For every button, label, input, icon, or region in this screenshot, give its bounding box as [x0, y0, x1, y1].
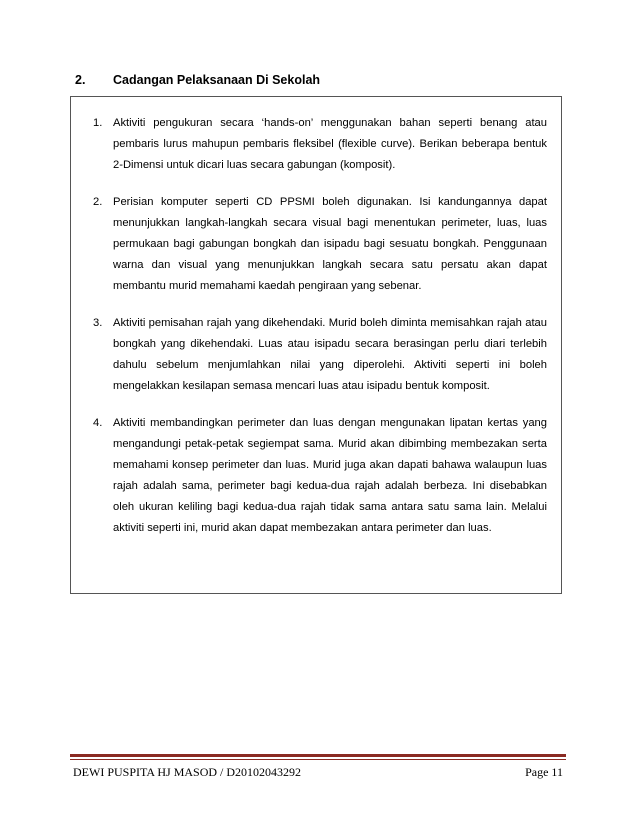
page-footer	[73, 765, 563, 780]
footer-divider-thick	[70, 754, 566, 757]
activity-list	[93, 113, 547, 555]
list-item	[93, 313, 547, 397]
list-item	[93, 113, 547, 176]
list-item	[93, 192, 547, 297]
list-marker: 3.	[93, 317, 103, 329]
list-item-text: Aktiviti membandingkan perimeter dan luas dengan mengunakan lipatan kertas yang mengandungi petak-petak segiempat sama. Murid akan dibimbing membezakan serta memahami konsep perimeter dan luas. Murid juga akan dapati bahawa walaupun luas rajah adalah sama, perimeter bagi kedua-dua rajah adalah berbeza. Ini disebabkan oleh ukuran keliling bagi kedua-dua rajah tidak sama antara satu sama lain. Melalui aktiviti seperti ini, murid akan dapat membezakan antara perimeter dan luas.	[113, 417, 547, 534]
footer-author: DEWI PUSPITA HJ MASOD / D20102043292	[73, 765, 302, 779]
section-number: 2.	[75, 73, 86, 87]
list-item	[93, 413, 547, 539]
list-marker: 1.	[93, 117, 103, 129]
section-heading	[75, 73, 320, 87]
list-item-text: Perisian komputer seperti CD PPSMI boleh digunakan. Isi kandungannya dapat menunjukkan langkah-langkah secara visual bagi menentukan perimeter, luas, luas permukaan bagi gabungan bongkah dan isipadu bagi sesuatu bongkah. Penggunaan warna dan visual yang menunjukkan langkah secara satu persatu akan dapat membantu murid memahami kaedah pengiraan yang sebenar.	[113, 196, 547, 292]
list-item-text: Aktiviti pengukuran secara ‘hands-on’ menggunakan bahan seperti benang atau pembaris lurus mahupun pembaris fleksibel (flexible curve). Berikan beberapa bentuk 2-Dimensi untuk dicari luas secara gabungan (komposit).	[113, 117, 547, 171]
list-marker: 2.	[93, 196, 103, 208]
section-title: Cadangan Pelaksanaan Di Sekolah	[113, 73, 321, 87]
footer-page-number: Page 11	[525, 765, 563, 779]
list-marker: 4.	[93, 417, 103, 429]
footer-divider-thin	[70, 759, 566, 760]
list-item-text: Aktiviti pemisahan rajah yang dikehendaki. Murid boleh diminta memisahkan rajah atau bongkah yang dikehendaki. Luas atau isipadu secara berasingan perlu diari terlebih dahulu sebelum menjumlahkan nilai yang diperolehi. Aktiviti seperti ini boleh mengelakkan kesilapan semasa mencari luas atau isipadu bentuk komposit.	[113, 317, 547, 392]
content-box	[70, 96, 562, 594]
